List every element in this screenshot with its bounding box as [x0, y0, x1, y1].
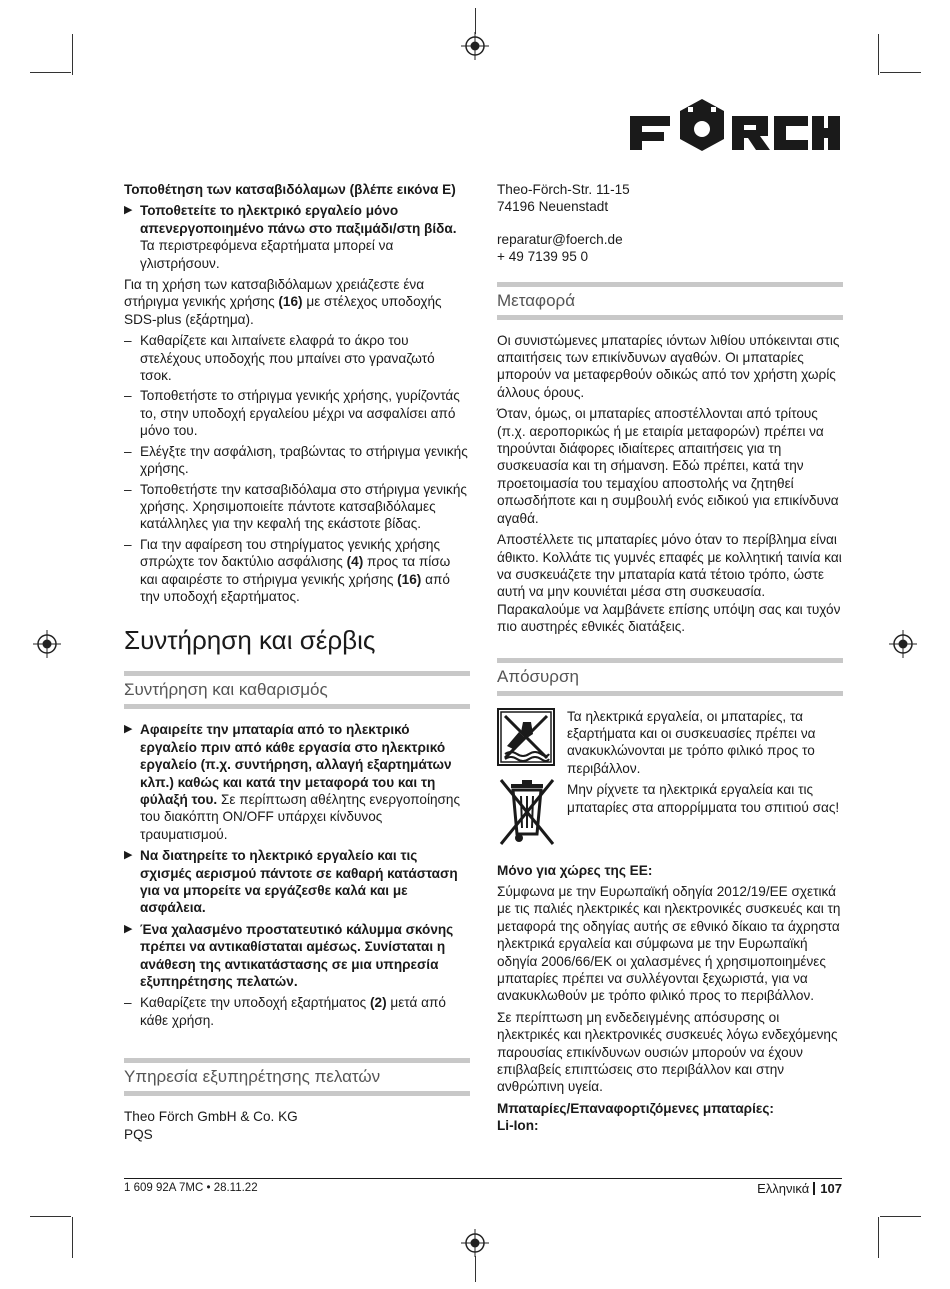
paragraph: Όταν, όμως, οι μπαταρίες αποστέλλονται από τρίτους (π.χ. αεροπορικώς ή με εταιρία μεταφορών) πρέπει να τηρούνται διάφορες ιδιαίτερες απαιτήσεις για τη συσκευασία και τη σήμανση. Εδώ πρέπει, κατά την προετοιμασία του τεμαχίου αποστολής να ζητηθεί οπωσδήποτε και η συμβουλή ενός ειδικού για επικίνδυνα αγαθά.: [497, 406, 839, 526]
department: PQS: [124, 1126, 153, 1142]
list-item: – Καθαρίζετε την υποδοχή εξαρτήματος (2) μετά από κάθε χρήση.: [124, 995, 446, 1028]
triangle-bullet-icon: ▶: [124, 922, 133, 935]
forch-logo: [628, 96, 842, 158]
registration-mark-icon: [33, 630, 61, 658]
warning-bold-text: Ένα χαλασμένο προστατευτικό κάλυμμα σκόνης πρέπει να αντικαθίσταται αμέσως. Συνίσταται η ανάθεση της αντικατάστασης σε μια υπηρεσία εξυπηρέτησης πελατών.: [140, 921, 454, 990]
registration-mark-icon: [461, 1229, 489, 1257]
crop-mark: [878, 1217, 879, 1258]
paragraph: Αποστέλλετε τις μπαταρίες μόνο όταν το περίβλημα είναι άθικτο. Κολλάτε τις γυμνές επαφές με κολλητική ταινία και να συσκευάζετε την μπαταρία κατά τέτοιο τρόπο, ώστε αυτή να μην κουνιέται μέσα στη συσκευασία. Παρακαλούμε να λαμβάνετε επίσης υπόψη σας και τυχόν πιο αυστηρές εθνικές διατάξεις.: [497, 532, 842, 635]
list-item: – Καθαρίζετε και λιπαίνετε ελαφρά το άκρο του στελέχους υποδοχής που μπαίνει στο γραναζωτό τσοκ.: [124, 333, 435, 384]
crop-mark: [878, 34, 879, 75]
right-column: [497, 181, 843, 1135]
crop-mark: [30, 72, 71, 73]
list-item-text: Καθαρίζετε και λιπαίνετε ελαφρά το άκρο του στελέχους υποδοχής που μπαίνει στο γραναζωτό τσοκ.: [140, 333, 435, 384]
crop-mark: [475, 1256, 476, 1282]
address-street: Theo-Förch-Str. 11-15: [497, 182, 630, 197]
warning-bold-text: Αφαιρείτε την μπαταρία από το ηλεκτρικό εργαλείο πριν από κάθε εργασία στο ηλεκτρικό εργαλείο (π.χ. συντήρηση, αλλαγή εξαρτημάτων κλπ.) καθώς και κατά την μεταφορά του και τη φύλαξή του.: [140, 722, 452, 807]
section-heading-maintenance: Συντήρηση και καθαρισμός: [124, 671, 470, 709]
crop-mark: [72, 1217, 73, 1258]
warning-text: Σε περίπτωση αθέλητης ενεργοποίησης του διακόπτη ON/OFF υπάρχει κίνδυνος τραυματισμού.: [140, 791, 461, 842]
address-city: 74196 Neuenstadt: [497, 199, 609, 215]
no-tools-in-water-icon: [497, 708, 555, 766]
battery-type: Li-Ion:: [497, 1118, 539, 1134]
document-code: 1 609 92A 7MC • 28.11.22: [124, 1182, 258, 1194]
section-heading-service: Υπηρεσία εξυπηρέτησης πελατών: [124, 1058, 470, 1096]
list-item: [124, 921, 470, 991]
list-item: – Τοποθετήστε το στήριγμα γενικής χρήσης, γυρίζοντάς το, στην υποδοχή εργαλείου μέχρι να ασφαλίσει από μόνο του.: [124, 388, 460, 439]
triangle-bullet-icon: ▶: [124, 204, 133, 217]
list-item: [124, 847, 470, 917]
list-item-text: Τοποθετήστε το στήριγμα γενικής χρήσης, γυρίζοντάς το, στην υποδοχή εργαλείου μέχρι να ασφαλίσει από μόνο του.: [140, 388, 460, 439]
part-reference: (16): [278, 294, 303, 310]
list-item-text: Ελέγξτε την ασφάλιση, τραβώντας το στήριγμα γενικής χρήσης.: [140, 443, 468, 477]
chapter-title: Συντήρηση και σέρβις: [124, 625, 376, 656]
registration-mark-icon: [889, 630, 917, 658]
list-item: [124, 202, 470, 272]
triangle-bullet-icon: ▶: [124, 849, 133, 862]
paragraph: Σε περίπτωση μη ενδεδειγμένης απόσυρσης οι ηλεκτρικές και ηλεκτρονικές συσκευές λόγω ενδεχόμενης παρουσίας επικίνδυνων ουσιών μπορούν να έχουν επιβλαβείς επιπτώσεις στο περιβάλλον και στην ανθρώπινη υγεία.: [497, 1009, 838, 1095]
part-reference: (2): [369, 995, 387, 1011]
disposal-block: [497, 708, 843, 848]
triangle-bullet-icon: ▶: [124, 723, 133, 736]
email-link[interactable]: reparatur@foerch.de: [497, 231, 623, 247]
list-item: [124, 721, 470, 843]
registration-mark-icon: [461, 32, 489, 60]
phone-number: + 49 7139 95 0: [497, 249, 589, 265]
warning-bold-text: Να διατηρείτε το ηλεκτρικό εργαλείο και τις σχισμές αερισμού πάντοτε σε καθαρή κατάσταση για να μπορείτε να εργάζεσθε καλά και με ασφάλεια.: [140, 848, 458, 916]
crop-mark: [30, 1216, 71, 1217]
left-column: [124, 181, 470, 1143]
crop-mark: [475, 8, 476, 34]
page-label: [757, 1181, 842, 1196]
list-item: – Τοποθετήστε την κατσαβιδόλαμα στο στήριγμα γενικής χρήσης. Χρησιμοποιείτε πάντοτε κατσαβιδόλαμες κατάλληλες για την κεφαλή της εκάστοτε βίδας.: [124, 481, 467, 532]
list-item-text: Τοποθετήστε την κατσαβιδόλαμα στο στήριγμα γενικής χρήσης. Χρησιμοποιείτε πάντοτε κατσαβιδόλαμες κατάλληλες για την κεφαλή της εκάστοτε βίδας.: [140, 481, 467, 532]
crop-mark: [72, 34, 73, 75]
section-heading-screwdriver: Τοποθέτηση των κατσαβιδόλαμων (βλέπε εικόνα E): [124, 182, 456, 197]
language-label: Ελληνικά: [757, 1181, 810, 1196]
eu-heading: Μόνο για χώρες της ΕΕ:: [497, 862, 653, 878]
paragraph: Οι συνιστώμενες μπαταρίες ιόντων λιθίου υπόκεινται στις απαιτήσεις των επικίνδυνων αγαθών. Οι μπαταρίες μπορούν να μεταφερθούν οδικώς από τον χρήστη χωρίς άλλους όρους.: [497, 332, 840, 400]
paragraph: Τα ηλεκτρικά εργαλεία, οι μπαταρίες, τα εξαρτήματα και οι συσκευασίες πρέπει να ανακυκλώνονται με τρόπο φιλικό προς το περιβάλλον.: [567, 708, 816, 776]
page-footer: [124, 1178, 842, 1199]
battery-heading: Μπαταρίες/Επαναφορτιζόμενες μπαταρίες:: [497, 1100, 774, 1116]
company-name: Theo Förch GmbH & Co. KG: [124, 1109, 298, 1125]
paragraph: Μην ρίχνετε τα ηλεκτρικά εργαλεία και τις μπαταρίες στα απορρίμματα του σπιτιού σας!: [567, 782, 840, 815]
logo-text: FÖRCH: [628, 96, 632, 97]
part-reference: (4): [346, 554, 364, 570]
warning-bold-text: Τοποθετείτε το ηλεκτρικό εργαλείο μόνο απενεργοποιημένο πάνω στο παξιμάδι/στη βίδα.: [140, 203, 457, 236]
crop-mark: [880, 72, 921, 73]
paragraph: Σύμφωνα με την Ευρωπαϊκή οδηγία 2012/19/ΕΕ σχετικά με τις παλιές ηλεκτρικές και ηλεκτρονικές συσκευές και τη μεταφορά της οδηγίας αυτής σε εθνικό δίκαιο τα άχρηστα ηλεκτρικά εργαλεία και σύμφωνα με την Ευρωπαϊκή οδηγία 2006/66/ΕΚ οι χαλασμένες ή χρησιμοποιημένες μπαταρίες πρέπει να συλλέγονται ξεχωριστά, για να ανακυκλωθούν με τρόπο φιλικό προς το περιβάλλον.: [497, 883, 841, 1004]
page-number: 107: [820, 1181, 842, 1196]
crossed-out-bin-icon: [497, 776, 557, 848]
part-reference: (16): [397, 571, 422, 587]
paragraph: Για τη χρήση των κατσαβιδόλαμων χρειάζεστε ένα στήριγμα γενικής χρήσης (16) με στέλεχος υποδοχής SDS-plus (εξάρτημα).: [124, 277, 442, 327]
section-heading-disposal: Απόσυρση: [497, 658, 843, 696]
section-heading-transport: Μεταφορά: [497, 282, 843, 320]
list-item: – Για την αφαίρεση του στηρίγματος γενικής χρήσης σπρώχτε τον δακτύλιο ασφάλισης (4) προς τα πίσω και αφαιρέστε το στήριγμα γενικής χρήσης (16) από την υποδοχή εξαρτήματος.: [124, 536, 451, 604]
crop-mark: [880, 1216, 921, 1217]
warning-text: Τα περιστρεφόμενα εξαρτήματα μπορεί να γλιστρήσουν.: [140, 238, 394, 271]
list-item: – Ελέγξτε την ασφάλιση, τραβώντας το στήριγμα γενικής χρήσης.: [124, 443, 468, 477]
